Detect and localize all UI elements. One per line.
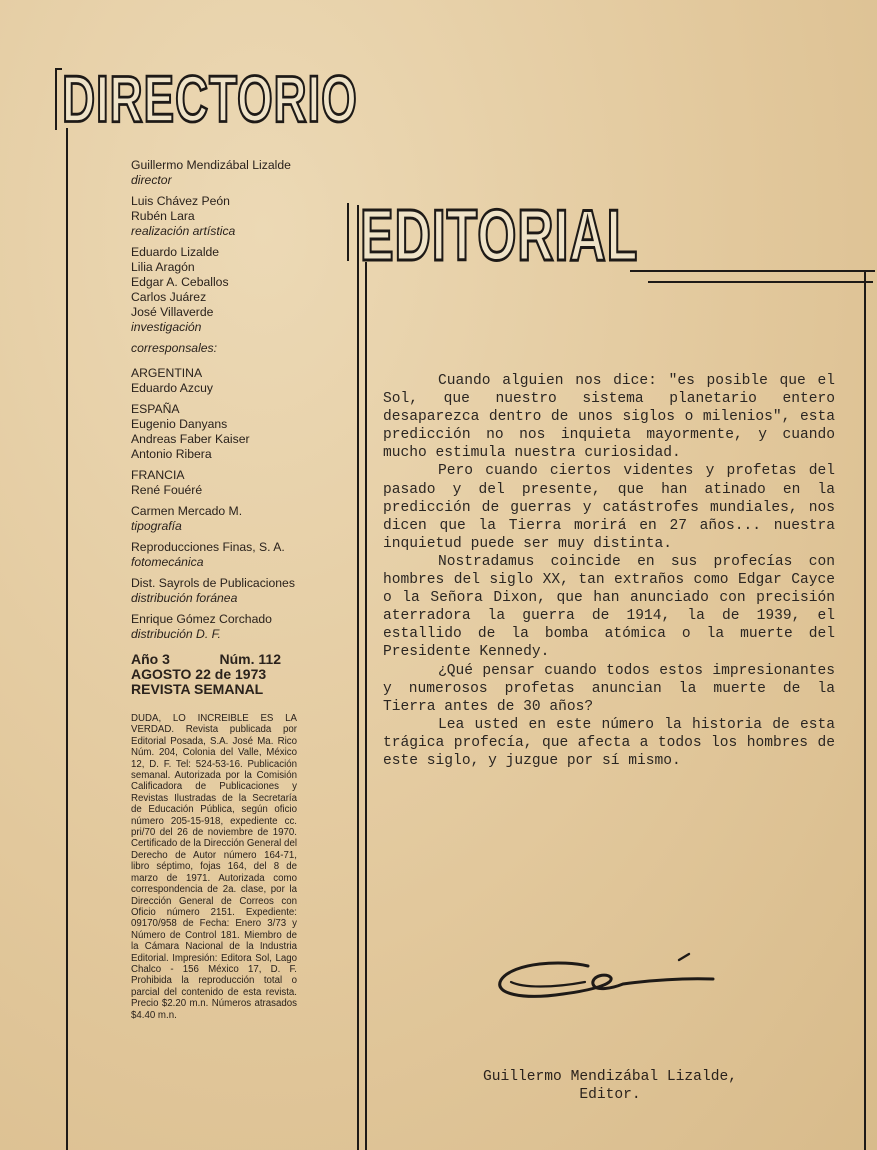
credit-role: distribución D. F. <box>131 627 221 641</box>
correspondent-argentina <box>131 366 363 396</box>
editorial-paragraph: Cuando alguien nos dice: "es posible que el Sol, que nuestro sistema planetario entero desaparezca dentro de unos siglos o milenios", esta predicción no nos inquieta mayormente, y cuando mucho estimula nuestra curiosidad. <box>383 373 835 462</box>
credit-foreign-distribution <box>131 576 363 606</box>
editor-signature <box>493 952 723 1022</box>
correspondent-name: Eugenio Danyans <box>131 417 228 431</box>
staff-name: Eduardo Lizalde <box>131 245 220 259</box>
staff-block-art <box>131 194 363 239</box>
signoff-role: Editor. <box>579 1087 641 1103</box>
correspondent-name: Eduardo Azcuy <box>131 381 213 395</box>
correspondent-country: ESPAÑA <box>131 402 180 416</box>
directorio-title: DIRECTORIO <box>62 61 358 136</box>
signoff-name: Guillermo Mendizábal Lizalde, <box>483 1069 737 1085</box>
credit-name: Dist. Sayrols de Publicaciones <box>131 576 295 590</box>
editorial-signoff <box>420 1068 800 1104</box>
directory-column <box>131 158 363 1021</box>
legal-notice: DUDA, LO INCREIBLE ES LA VERDAD. Revista publicada por Editorial Posada, S.A. José Ma. Rico Núm. 204, Colonia del Valle, México 12, D. F. Tel: 524-53-16. Publicación semanal. Autorizada por la Comisión Calificadora de Publicaciones y Revistas Ilustradas de la Secretaría de Educación Pública, según oficio número 205-15-918, expediente cc. pri/70 del 26 de noviembre de 1970. Certificado de la Dirección General del Derecho de Autor número 164-71, libro séptimo, fojas 164, del 8 de marzo de 1971. Autorizada como correspondencia de 2a. clase, por la Dirección General de Correos con Oficio número 2151. Expediente: 09170/958 de Fecha: Enero 3/73 y Número de Control 181. Miembro de la Cámara Nacional de la Industria Editorial. Impresión: Editora Sol, Lago Chalco - 156 México 17, D. F. Prohibida la reproducción total o parcial del contenido de esta revista. Precio $2.20 m.n. Números atrasados $4.40 m.n. <box>131 713 297 1021</box>
staff-role: director <box>131 173 172 187</box>
editorial-frame-underline-inner <box>648 281 873 283</box>
correspondent-name: Andreas Faber Kaiser <box>131 432 250 446</box>
credit-role: distribución foránea <box>131 591 238 605</box>
credit-name: Carmen Mercado M. <box>131 504 243 518</box>
issue-date: AGOSTO 22 de 1973 <box>131 666 267 682</box>
staff-name: Edgar A. Ceballos <box>131 275 229 289</box>
issue-number: Núm. 112 <box>219 651 281 667</box>
editorial-paragraph: Pero cuando ciertos videntes y profetas del pasado y del presente, que han atinado en la predicción de guerras y catástrofes mundiales, nos dicen que la Tierra morirá en 27 años... nuestra inquietud puede ser muy distinta. <box>383 463 835 552</box>
staff-role: realización artística <box>131 224 236 238</box>
correspondent-espana <box>131 402 363 462</box>
correspondent-name: René Fouéré <box>131 483 203 497</box>
issue-frequency: REVISTA SEMANAL <box>131 681 264 697</box>
credit-name: Reproducciones Finas, S. A. <box>131 540 285 554</box>
staff-name: José Villaverde <box>131 305 214 319</box>
staff-name: Carlos Juárez <box>131 290 207 304</box>
correspondent-name: Antonio Ribera <box>131 447 212 461</box>
correspondent-francia <box>131 468 363 498</box>
issue-row <box>131 652 281 667</box>
credit-typography <box>131 504 363 534</box>
correspondents-heading: corresponsales: <box>131 341 218 355</box>
staff-block-research <box>131 245 363 335</box>
editorial-frame-right <box>864 270 866 1150</box>
staff-name: Luis Chávez Peón <box>131 194 230 208</box>
staff-name: Guillermo Mendizábal Lizalde <box>131 158 291 172</box>
credit-name: Enrique Gómez Corchado <box>131 612 272 626</box>
correspondent-country: FRANCIA <box>131 468 185 482</box>
issue-info <box>131 652 363 697</box>
directorio-frame-left-outer <box>55 68 57 130</box>
credit-role: tipografía <box>131 519 182 533</box>
staff-role: investigación <box>131 320 202 334</box>
editorial-body <box>383 372 835 770</box>
editorial-paragraph: ¿Qué pensar cuando todos estos impresionantes y numerosos profetas anuncian la muerte de la Tierra antes de 30 años? <box>383 662 835 715</box>
staff-block-director <box>131 158 363 188</box>
credit-photomechanics <box>131 540 363 570</box>
credit-df-distribution <box>131 612 363 642</box>
credit-role: fotomecánica <box>131 555 204 569</box>
staff-name: Rubén Lara <box>131 209 195 223</box>
editorial-frame-underline-outer <box>630 270 875 272</box>
correspondent-country: ARGENTINA <box>131 366 203 380</box>
directorio-frame-left-inner <box>66 128 68 1150</box>
editorial-paragraph: Lea usted en este número la historia de esta trágica profecía, que afecta a todos los hombres de este siglo, y juzgue por sí mismo. <box>383 716 835 769</box>
editorial-frame-left <box>365 262 367 1150</box>
editorial-title: EDITORIAL <box>360 195 639 276</box>
editorial-paragraph: Nostradamus coincide en sus profecías con hombres del siglo XX, tan extraños como Edgar Cayce o la Señora Dixon, que han anunciado con precisión aterradora la guerra de 1914, la de 1939, el estallido de la bomba atómica o la muerte del Presidente Kennedy. <box>383 553 835 661</box>
issue-year: Año 3 <box>131 651 170 667</box>
staff-name: Lilia Aragón <box>131 260 195 274</box>
